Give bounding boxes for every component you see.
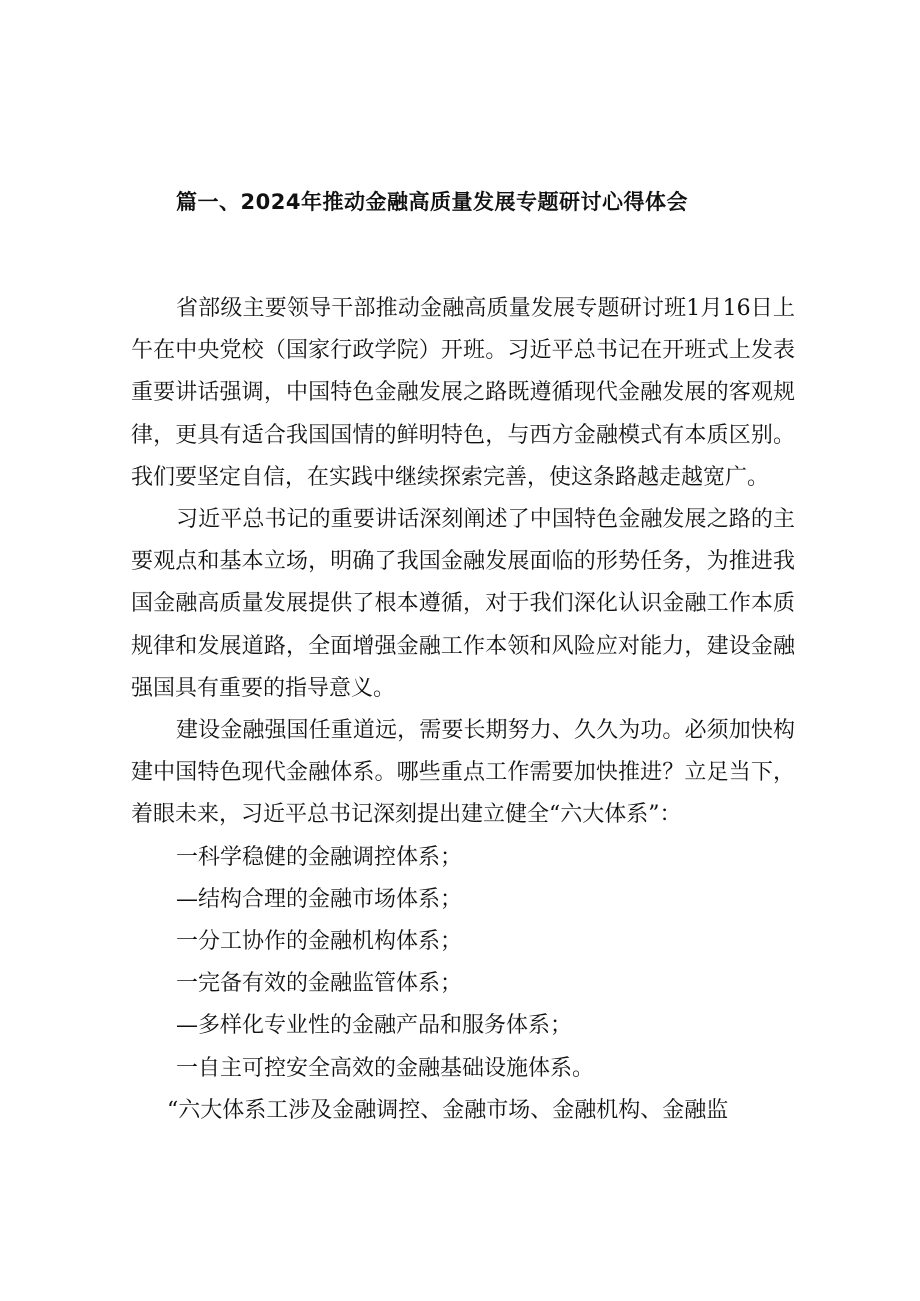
document-title: 篇一、2024年推动金融高质量发展专题研讨心得体会 <box>176 190 688 214</box>
list-item: —多样化专业性的金融产品和服务体系； <box>176 1013 573 1039</box>
paragraph: 省部级主要领导干部推动金融高质量发展专题研讨班1月16日上午在中央党校（国家行政学院）开班。习近平总书记在开班式上发表重要讲话强调，中国特色金融发展之路既遵循现代金融发展的客观规律，更具有适合我国国情的鲜明特色，与西方金融模式有本质区别。我们要坚定自信，在实践中继续探索完善，使这条路越走越宽广。 <box>131 296 795 490</box>
list-item: 一自主可控安全高效的金融基础设施体系。 <box>176 1055 595 1081</box>
list-item: 一分工协作的金融机构体系； <box>176 929 463 955</box>
closing-line: “六大体系工涉及金融调控、金融市场、金融机构、金融监 <box>167 1097 729 1123</box>
list-item: 一完备有效的金融监管体系； <box>176 971 463 997</box>
document-body <box>131 288 795 1132</box>
list-item: 一科学稳健的金融调控体系； <box>176 844 463 870</box>
paragraph: 建设金融强国任重道远，需要长期努力、久久为功。必须加快构建中国特色现代金融体系。哪些重点工作需要加快推进？立足当下，着眼未来，习近平总书记深刻提出建立健全“六大体系”： <box>131 718 795 828</box>
paragraph: 习近平总书记的重要讲话深刻阐述了中国特色金融发展之路的主要观点和基本立场，明确了我国金融发展面临的形势任务，为推进我国金融高质量发展提供了根本遵循，对于我们深化认识金融工作本质规律和发展道路，全面增强金融工作本领和风险应对能力，建设金融强国具有重要的指导意义。 <box>131 507 795 701</box>
list-item: —结构合理的金融市场体系； <box>176 886 463 912</box>
